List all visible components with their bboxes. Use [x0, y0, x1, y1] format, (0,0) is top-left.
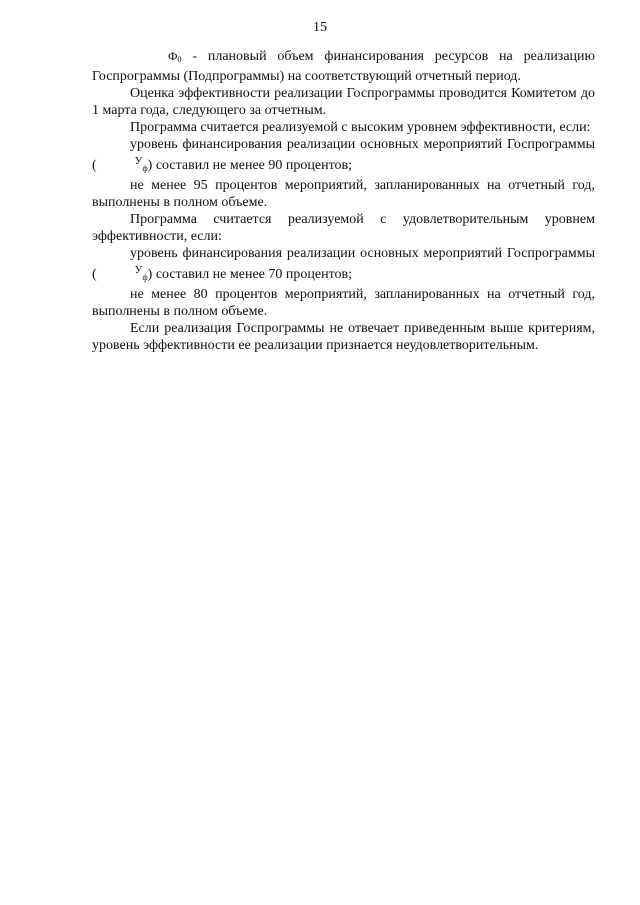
satisfactory-financing-text-end: ) составил не менее 70 процентов;: [147, 267, 353, 282]
satisfactory-financing-text-start: уровень финансирования реализации основных мероприятий Госпрограммы (: [92, 246, 595, 282]
paragraph-high-financing-level: [92, 136, 595, 177]
phi-subscript: 0: [177, 55, 182, 64]
paragraph-unsatisfactory: Если реализация Госпрограммы не отвечает приведенным выше критериям, уровень эффективности ее реализации признается неудовлетворительным.: [92, 321, 595, 353]
phi-symbol: Ф: [168, 49, 178, 63]
paragraph-satisfactory-activities: не менее 80 процентов мероприятий, запланированных на отчетный год, выполнены в полном объеме.: [92, 287, 595, 319]
u-subscript: ф: [142, 164, 148, 173]
page-number: 15: [313, 20, 327, 35]
paragraph-satisfactory-intro: Программа считается реализуемой с удовлетворительным уровнем эффективности, если:: [92, 212, 595, 244]
paragraph-evaluation-deadline: Оценка эффективности реализации Госпрограммы проводится Комитетом до 1 марта года, следующего за отчетным.: [92, 86, 595, 118]
u-subscript: ф: [142, 273, 148, 282]
u-symbol: У: [134, 264, 143, 276]
u-symbol: У: [134, 155, 143, 167]
paragraph-high-activities: не менее 95 процентов мероприятий, запланированных на отчетный год, выполнены в полном объеме.: [92, 178, 595, 210]
paragraph-phi-definition: [92, 48, 595, 85]
u-phi-symbol: [97, 153, 148, 177]
phi-zero-symbol: [130, 48, 181, 68]
u-phi-symbol: [97, 262, 148, 286]
paragraph-high-efficiency-intro: Программа считается реализуемой с высоким уровнем эффективности, если:: [130, 120, 591, 135]
high-financing-text-start: уровень финансирования реализации основных мероприятий Госпрограммы (: [92, 137, 595, 173]
document-body: [92, 48, 595, 354]
phi-definition-text: - плановый объем финансирования ресурсов на реализацию Госпрограммы (Подпрограммы) на соответствующий отчетный период.: [92, 49, 595, 84]
paragraph-satisfactory-financing-level: [92, 245, 595, 286]
high-financing-text-end: ) составил не менее 90 процентов;: [147, 158, 353, 173]
